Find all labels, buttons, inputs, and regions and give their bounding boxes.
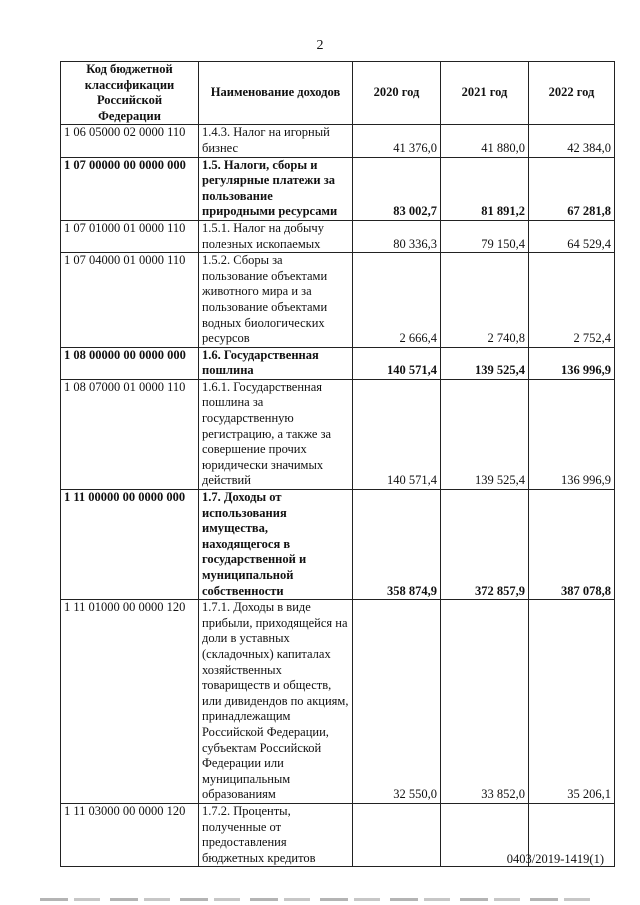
header-year-2022: 2022 год bbox=[529, 62, 615, 125]
row-code: 1 06 05000 02 0000 110 bbox=[61, 125, 199, 157]
row-name: 1.4.3. Налог на игорный бизнес bbox=[199, 125, 353, 157]
row-code: 1 07 00000 00 0000 000 bbox=[61, 157, 199, 220]
header-year-2020: 2020 год bbox=[353, 62, 441, 125]
table-header-row bbox=[61, 62, 615, 125]
row-name: 1.5.1. Налог на добычу полезных ископаемых bbox=[199, 220, 353, 252]
header-code: Код бюджетной классификации Российской Федерации bbox=[61, 62, 199, 125]
row-value-2022: 387 078,8 bbox=[529, 490, 615, 600]
row-value-2021: 79 150,4 bbox=[441, 220, 529, 252]
row-name: 1.7.1. Доходы в виде прибыли, приходящейся на доли в уставных (складочных) капиталах хозяйственных товариществ и обществ, или дивидендов по акциям, принадлежащим Российской Федерации, субъектам Российской Федерации или муниципальным образованиям bbox=[199, 600, 353, 804]
row-code: 1 08 07000 01 0000 110 bbox=[61, 379, 199, 489]
row-value-2020 bbox=[353, 803, 441, 866]
table-row-section bbox=[61, 157, 615, 220]
row-value-2021: 139 525,4 bbox=[441, 379, 529, 489]
row-name: 1.7. Доходы от использования имущества, находящегося в государственной и муниципальной собственности bbox=[199, 490, 353, 600]
header-name: Наименование доходов bbox=[199, 62, 353, 125]
row-value-2022: 35 206,1 bbox=[529, 600, 615, 804]
table-row bbox=[61, 600, 615, 804]
row-value-2022: 67 281,8 bbox=[529, 157, 615, 220]
row-value-2020: 32 550,0 bbox=[353, 600, 441, 804]
table-row bbox=[61, 253, 615, 348]
row-value-2021: 81 891,2 bbox=[441, 157, 529, 220]
row-code: 1 08 00000 00 0000 000 bbox=[61, 347, 199, 379]
revenue-table bbox=[60, 61, 615, 867]
row-value-2022: 2 752,4 bbox=[529, 253, 615, 348]
row-code: 1 07 01000 01 0000 110 bbox=[61, 220, 199, 252]
row-value-2022: 64 529,4 bbox=[529, 220, 615, 252]
row-value-2021: 139 525,4 bbox=[441, 347, 529, 379]
row-code: 1 11 03000 00 0000 120 bbox=[61, 803, 199, 866]
row-value-2021: 372 857,9 bbox=[441, 490, 529, 600]
table-row-section bbox=[61, 490, 615, 600]
row-value-2020: 80 336,3 bbox=[353, 220, 441, 252]
row-name: 1.6. Государственная пошлина bbox=[199, 347, 353, 379]
row-value-2021: 33 852,0 bbox=[441, 600, 529, 804]
table-row bbox=[61, 379, 615, 489]
row-value-2020: 83 002,7 bbox=[353, 157, 441, 220]
row-value-2022: 42 384,0 bbox=[529, 125, 615, 157]
row-value-2020: 2 666,4 bbox=[353, 253, 441, 348]
table-body bbox=[61, 125, 615, 867]
page-number: 2 bbox=[316, 38, 324, 53]
row-name: 1.5.2. Сборы за пользование объектами животного мира и за пользование объектами водных биологических ресурсов bbox=[199, 253, 353, 348]
table-row-section bbox=[61, 347, 615, 379]
row-name: 1.6.1. Государственная пошлина за государственную регистрацию, а также за совершение прочих юридически значимых действий bbox=[199, 379, 353, 489]
row-code: 1 07 04000 01 0000 110 bbox=[61, 253, 199, 348]
row-code: 1 11 00000 00 0000 000 bbox=[61, 490, 199, 600]
row-value-2020: 41 376,0 bbox=[353, 125, 441, 157]
row-value-2021: 41 880,0 bbox=[441, 125, 529, 157]
row-value-2020: 140 571,4 bbox=[353, 347, 441, 379]
row-value-2022: 136 996,9 bbox=[529, 379, 615, 489]
row-name: 1.7.2. Проценты, полученные от предоставления бюджетных кредитов bbox=[199, 803, 353, 866]
row-value-2020: 358 874,9 bbox=[353, 490, 441, 600]
row-value-2021: 2 740,8 bbox=[441, 253, 529, 348]
table-row bbox=[61, 125, 615, 157]
header-year-2021: 2021 год bbox=[441, 62, 529, 125]
table-row bbox=[61, 220, 615, 252]
row-code: 1 11 01000 00 0000 120 bbox=[61, 600, 199, 804]
row-value-2020: 140 571,4 bbox=[353, 379, 441, 489]
document-id: 0403/2019-1419(1) bbox=[506, 852, 604, 866]
scan-edge-artifact bbox=[40, 898, 600, 901]
row-value-2022: 136 996,9 bbox=[529, 347, 615, 379]
row-name: 1.5. Налоги, сборы и регулярные платежи за пользование природными ресурсами bbox=[199, 157, 353, 220]
